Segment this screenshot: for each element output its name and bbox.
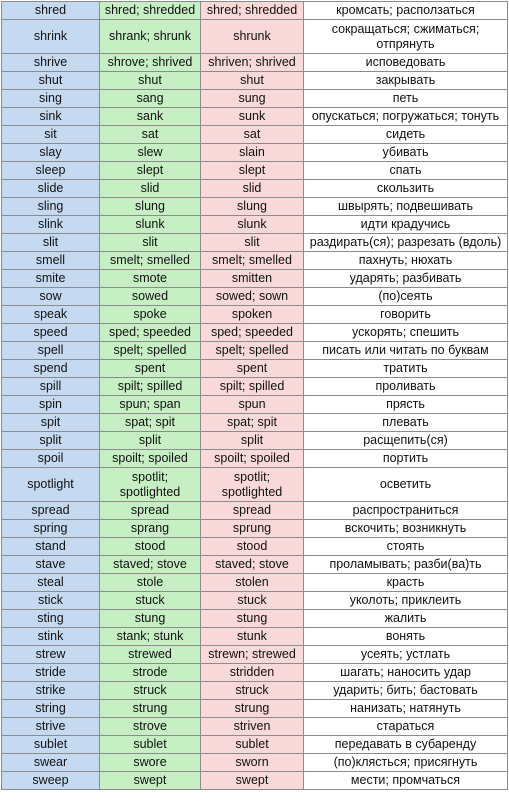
translation-cell: ускорять; спешить: [304, 324, 508, 342]
past-simple-cell: spoke: [100, 306, 201, 324]
past-simple-cell: sang: [100, 90, 201, 108]
past-participle-cell: spoilt; spoiled: [201, 450, 304, 468]
base-form-cell: smite: [2, 270, 100, 288]
table-row: [2, 556, 508, 574]
past-simple-cell: smote: [100, 270, 201, 288]
past-simple-cell: split: [100, 432, 201, 450]
base-form-cell: spread: [2, 502, 100, 520]
past-participle-cell: swept: [201, 772, 304, 790]
translation-cell: идти крадучись: [304, 216, 508, 234]
past-simple-cell: strove: [100, 718, 201, 736]
translation-cell: тратить: [304, 360, 508, 378]
translation-cell: нанизать; натянуть: [304, 700, 508, 718]
base-form-cell: speed: [2, 324, 100, 342]
past-simple-cell: spelt; spelled: [100, 342, 201, 360]
translation-cell: ударить; бить; бастовать: [304, 682, 508, 700]
table-row: [2, 378, 508, 396]
base-form-cell: slay: [2, 144, 100, 162]
table-row: [2, 180, 508, 198]
past-simple-cell: slung: [100, 198, 201, 216]
past-participle-cell: strung: [201, 700, 304, 718]
past-simple-cell: sublet: [100, 736, 201, 754]
base-form-cell: split: [2, 432, 100, 450]
past-simple-cell: sank: [100, 108, 201, 126]
translation-cell: писать или читать по буквам: [304, 342, 508, 360]
past-simple-cell: spotlit; spotlighted: [100, 468, 201, 502]
base-form-cell: steal: [2, 574, 100, 592]
base-form-cell: slide: [2, 180, 100, 198]
translation-cell: петь: [304, 90, 508, 108]
base-form-cell: sink: [2, 108, 100, 126]
translation-cell: стоять: [304, 538, 508, 556]
translation-cell: кромсать; расползаться: [304, 2, 508, 20]
past-participle-cell: sowed; sown: [201, 288, 304, 306]
table-row: [2, 72, 508, 90]
base-form-cell: slit: [2, 234, 100, 252]
past-simple-cell: spoilt; spoiled: [100, 450, 201, 468]
table-row: [2, 342, 508, 360]
past-simple-cell: spat; spit: [100, 414, 201, 432]
past-simple-cell: shut: [100, 72, 201, 90]
table-row: [2, 610, 508, 628]
past-simple-cell: spilt; spilled: [100, 378, 201, 396]
past-participle-cell: spilt; spilled: [201, 378, 304, 396]
past-participle-cell: strewn; strewed: [201, 646, 304, 664]
base-form-cell: spotlight: [2, 468, 100, 502]
table-row: [2, 324, 508, 342]
past-simple-cell: slid: [100, 180, 201, 198]
past-participle-cell: sat: [201, 126, 304, 144]
base-form-cell: sow: [2, 288, 100, 306]
table-row: [2, 162, 508, 180]
past-participle-cell: stood: [201, 538, 304, 556]
table-row: [2, 414, 508, 432]
past-participle-cell: slept: [201, 162, 304, 180]
base-form-cell: spring: [2, 520, 100, 538]
base-form-cell: stink: [2, 628, 100, 646]
table-row: [2, 144, 508, 162]
base-form-cell: spin: [2, 396, 100, 414]
table-row: [2, 90, 508, 108]
past-participle-cell: spun: [201, 396, 304, 414]
past-participle-cell: split: [201, 432, 304, 450]
past-participle-cell: stuck: [201, 592, 304, 610]
past-participle-cell: shriven; shrived: [201, 54, 304, 72]
translation-cell: говорить: [304, 306, 508, 324]
translation-cell: стараться: [304, 718, 508, 736]
base-form-cell: string: [2, 700, 100, 718]
translation-cell: швырять; подвешивать: [304, 198, 508, 216]
table-row: [2, 718, 508, 736]
past-participle-cell: shut: [201, 72, 304, 90]
base-form-cell: strike: [2, 682, 100, 700]
base-form-cell: strew: [2, 646, 100, 664]
past-participle-cell: stunk: [201, 628, 304, 646]
table-row: [2, 772, 508, 790]
table-row: [2, 664, 508, 682]
base-form-cell: sling: [2, 198, 100, 216]
past-simple-cell: smelt; smelled: [100, 252, 201, 270]
translation-cell: расщепить(ся): [304, 432, 508, 450]
past-participle-cell: slain: [201, 144, 304, 162]
table-row: [2, 108, 508, 126]
past-participle-cell: smelt; smelled: [201, 252, 304, 270]
translation-cell: убивать: [304, 144, 508, 162]
base-form-cell: strive: [2, 718, 100, 736]
base-form-cell: sting: [2, 610, 100, 628]
table-row: [2, 736, 508, 754]
base-form-cell: stave: [2, 556, 100, 574]
past-simple-cell: stank; stunk: [100, 628, 201, 646]
past-simple-cell: strode: [100, 664, 201, 682]
past-simple-cell: sped; speeded: [100, 324, 201, 342]
table-row: [2, 592, 508, 610]
table-row: [2, 468, 508, 502]
table-row: [2, 574, 508, 592]
past-simple-cell: sat: [100, 126, 201, 144]
translation-cell: осветить: [304, 468, 508, 502]
translation-cell: (по)клясться; присягнуть: [304, 754, 508, 772]
table-row: [2, 20, 508, 54]
translation-cell: проливать: [304, 378, 508, 396]
translation-cell: распространиться: [304, 502, 508, 520]
past-simple-cell: swept: [100, 772, 201, 790]
past-simple-cell: slit: [100, 234, 201, 252]
translation-cell: раздирать(ся); разрезать (вдоль): [304, 234, 508, 252]
verb-rows: [2, 2, 508, 790]
table-row: [2, 700, 508, 718]
table-row: [2, 682, 508, 700]
table-row: [2, 432, 508, 450]
base-form-cell: spend: [2, 360, 100, 378]
table-row: [2, 646, 508, 664]
base-form-cell: speak: [2, 306, 100, 324]
past-simple-cell: shred; shredded: [100, 2, 201, 20]
base-form-cell: stick: [2, 592, 100, 610]
past-participle-cell: stridden: [201, 664, 304, 682]
table-row: [2, 754, 508, 772]
past-participle-cell: striven: [201, 718, 304, 736]
base-form-cell: sublet: [2, 736, 100, 754]
translation-cell: усеять; устлать: [304, 646, 508, 664]
table-row: [2, 502, 508, 520]
table-row: [2, 216, 508, 234]
translation-cell: прясть: [304, 396, 508, 414]
base-form-cell: shred: [2, 2, 100, 20]
past-participle-cell: sublet: [201, 736, 304, 754]
table-row: [2, 252, 508, 270]
translation-cell: спать: [304, 162, 508, 180]
table-row: [2, 360, 508, 378]
past-simple-cell: slunk: [100, 216, 201, 234]
base-form-cell: slink: [2, 216, 100, 234]
translation-cell: (по)сеять: [304, 288, 508, 306]
base-form-cell: sing: [2, 90, 100, 108]
past-simple-cell: stood: [100, 538, 201, 556]
translation-cell: сидеть: [304, 126, 508, 144]
base-form-cell: spill: [2, 378, 100, 396]
past-simple-cell: shrank; shrunk: [100, 20, 201, 54]
base-form-cell: shut: [2, 72, 100, 90]
translation-cell: вонять: [304, 628, 508, 646]
base-form-cell: spoil: [2, 450, 100, 468]
base-form-cell: shrink: [2, 20, 100, 54]
translation-cell: мести; промчаться: [304, 772, 508, 790]
base-form-cell: shrive: [2, 54, 100, 72]
translation-cell: проламывать; разби(ва)ть: [304, 556, 508, 574]
past-participle-cell: sung: [201, 90, 304, 108]
translation-cell: сокращаться; сжиматься; отпрянуть: [304, 20, 508, 54]
translation-cell: жалить: [304, 610, 508, 628]
past-participle-cell: spread: [201, 502, 304, 520]
past-participle-cell: spat; spit: [201, 414, 304, 432]
translation-cell: опускаться; погружаться; тонуть: [304, 108, 508, 126]
past-simple-cell: slew: [100, 144, 201, 162]
base-form-cell: swear: [2, 754, 100, 772]
base-form-cell: sleep: [2, 162, 100, 180]
past-participle-cell: shrunk: [201, 20, 304, 54]
table-row: [2, 288, 508, 306]
table-row: [2, 520, 508, 538]
base-form-cell: stride: [2, 664, 100, 682]
past-participle-cell: staved; stove: [201, 556, 304, 574]
translation-cell: передавать в субаренду: [304, 736, 508, 754]
past-simple-cell: slept: [100, 162, 201, 180]
translation-cell: скользить: [304, 180, 508, 198]
past-participle-cell: spoken: [201, 306, 304, 324]
past-participle-cell: slung: [201, 198, 304, 216]
past-participle-cell: slunk: [201, 216, 304, 234]
past-simple-cell: spent: [100, 360, 201, 378]
translation-cell: уколоть; приклеить: [304, 592, 508, 610]
past-participle-cell: spelt; spelled: [201, 342, 304, 360]
irregular-verbs-table: [1, 1, 508, 790]
past-participle-cell: struck: [201, 682, 304, 700]
translation-cell: пахнуть; нюхать: [304, 252, 508, 270]
past-participle-cell: slid: [201, 180, 304, 198]
base-form-cell: sweep: [2, 772, 100, 790]
table-row: [2, 270, 508, 288]
table-row: [2, 628, 508, 646]
table-row: [2, 126, 508, 144]
past-participle-cell: slit: [201, 234, 304, 252]
past-participle-cell: sprung: [201, 520, 304, 538]
past-participle-cell: sworn: [201, 754, 304, 772]
past-simple-cell: sprang: [100, 520, 201, 538]
past-simple-cell: swore: [100, 754, 201, 772]
table-row: [2, 538, 508, 556]
table-row: [2, 306, 508, 324]
past-simple-cell: spun; span: [100, 396, 201, 414]
past-simple-cell: stung: [100, 610, 201, 628]
past-participle-cell: stolen: [201, 574, 304, 592]
past-simple-cell: stole: [100, 574, 201, 592]
table-row: [2, 2, 508, 20]
past-participle-cell: spent: [201, 360, 304, 378]
translation-cell: закрывать: [304, 72, 508, 90]
past-participle-cell: sped; speeded: [201, 324, 304, 342]
translation-cell: плевать: [304, 414, 508, 432]
past-simple-cell: stuck: [100, 592, 201, 610]
past-participle-cell: smitten: [201, 270, 304, 288]
base-form-cell: smell: [2, 252, 100, 270]
base-form-cell: sit: [2, 126, 100, 144]
translation-cell: вскочить; возникнуть: [304, 520, 508, 538]
past-simple-cell: staved; stove: [100, 556, 201, 574]
past-simple-cell: strung: [100, 700, 201, 718]
base-form-cell: spit: [2, 414, 100, 432]
past-simple-cell: strewed: [100, 646, 201, 664]
table-row: [2, 450, 508, 468]
translation-cell: красть: [304, 574, 508, 592]
past-simple-cell: sowed: [100, 288, 201, 306]
past-participle-cell: stung: [201, 610, 304, 628]
base-form-cell: stand: [2, 538, 100, 556]
past-simple-cell: struck: [100, 682, 201, 700]
past-participle-cell: spotlit; spotlighted: [201, 468, 304, 502]
translation-cell: ударять; разбивать: [304, 270, 508, 288]
translation-cell: шагать; наносить удар: [304, 664, 508, 682]
table-row: [2, 54, 508, 72]
past-simple-cell: shrove; shrived: [100, 54, 201, 72]
table-row: [2, 198, 508, 216]
past-participle-cell: shred; shredded: [201, 2, 304, 20]
table-row: [2, 396, 508, 414]
table-row: [2, 234, 508, 252]
past-simple-cell: spread: [100, 502, 201, 520]
past-participle-cell: sunk: [201, 108, 304, 126]
translation-cell: портить: [304, 450, 508, 468]
translation-cell: исповедовать: [304, 54, 508, 72]
base-form-cell: spell: [2, 342, 100, 360]
